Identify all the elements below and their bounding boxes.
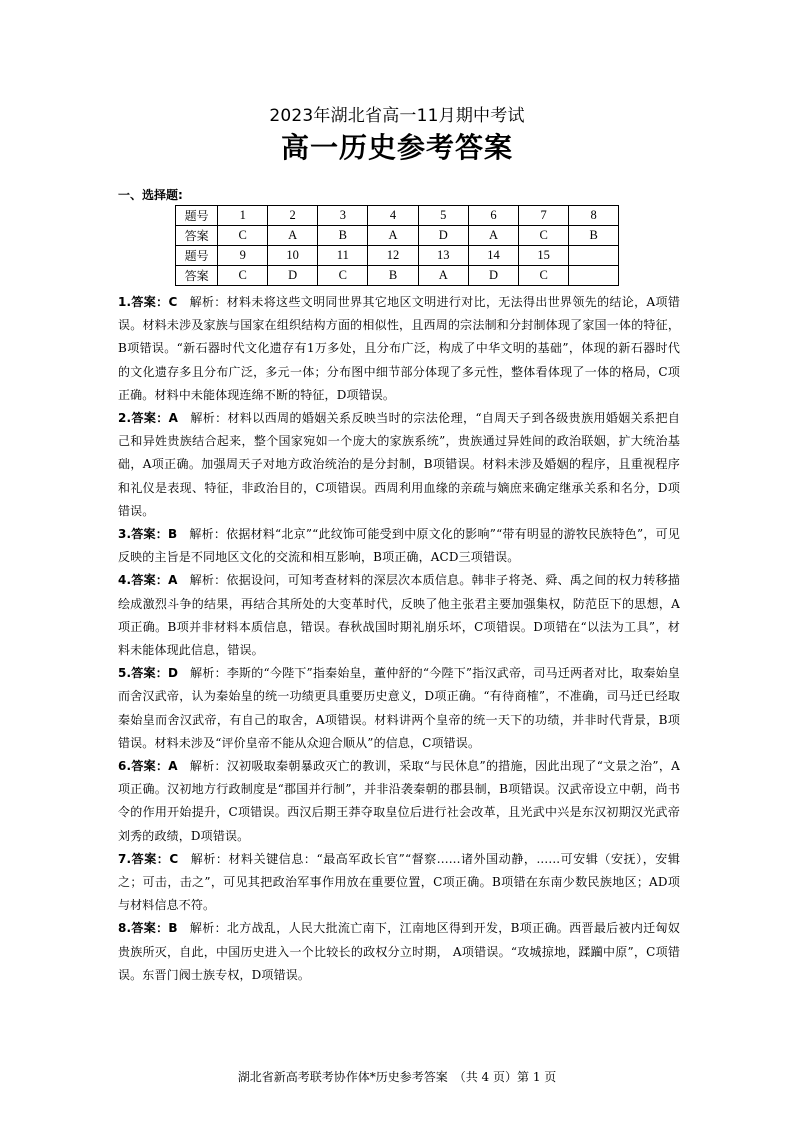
question-answer-label: 4.答案：A bbox=[118, 573, 178, 588]
table-cell: C bbox=[318, 266, 368, 286]
question-explanation: 解析：材料未将这些文明同世界其它地区文明进行对比，无法得出世界领先的结论，A项错误。材料未涉及家族与国家在组织结构方面的相似性，且西周的宗法制和分封制体现了家国一体的特征，B项错误。“新石器时代文化遗存有1万多处，且分布广泛，构成了中华文明的基础”，体现的新石器时代的文化遗存多且分布广泛，多元一体；分布图中细节部分体现了多元性，整体看体现了一体的格局，C项正确。材料中未能体现连绵不断的特征，D项错误。 bbox=[118, 295, 680, 402]
table-row bbox=[176, 266, 619, 286]
table-cell bbox=[569, 266, 619, 286]
table-cell: 14 bbox=[468, 246, 518, 266]
table-cell: 2 bbox=[268, 206, 318, 226]
table-cell: 15 bbox=[519, 246, 569, 266]
table-cell: C bbox=[519, 226, 569, 246]
question-item bbox=[118, 917, 680, 987]
table-cell: 12 bbox=[368, 246, 418, 266]
row-label-answer: 答案 bbox=[176, 226, 218, 246]
table-cell: C bbox=[519, 266, 569, 286]
question-explanation: 解析：材料关键信息：“最高军政长官”“督察......诸外国动静，......可安辑（安抚），安辑之；可击，击之”，可见其把政治军事作用放在重要位置，C项正确。B项错在东南少数民族地区；AD项与材料信息不符。 bbox=[118, 851, 681, 913]
question-answer-label: 6.答案：A bbox=[118, 759, 178, 774]
question-answer-label: 5.答案：D bbox=[118, 666, 179, 681]
question-explanation: 解析：依据材料“北京”“此纹饰可能受到中原文化的影响”“带有明显的游牧民族特色”，可见反映的主旨是不同地区文化的交流和相互影响，B项正确，ACD三项错误。 bbox=[118, 527, 680, 565]
table-cell: 13 bbox=[418, 246, 468, 266]
table-cell: B bbox=[569, 226, 619, 246]
table-cell: 5 bbox=[418, 206, 468, 226]
table-cell: B bbox=[368, 266, 418, 286]
question-explanation: 解析：李斯的“今陛下”指秦始皇，董仲舒的“今陛下”指汉武帝，司马迁两者对比，取秦始皇而舍汉武帝，认为秦始皇的统一功绩更具重要历史意义，D项正确。“有待商榷”，不准确，司马迁已经取秦始皇而舍汉武帝，有自己的取舍，A项错误。材料讲两个皇帝的统一天下的功绩，并非时代背景，B项错误。材料未涉及“评价皇帝不能从众迎合顺从”的信息，C项错误。 bbox=[118, 666, 681, 750]
table-cell: A bbox=[268, 226, 318, 246]
section-heading: 一、选择题: bbox=[118, 188, 183, 202]
table-cell: 1 bbox=[218, 206, 268, 226]
table-cell: 3 bbox=[318, 206, 368, 226]
question-answer-label: 3.答案：B bbox=[118, 527, 178, 542]
table-cell: 10 bbox=[268, 246, 318, 266]
row-label-question-number: 题号 bbox=[176, 206, 218, 226]
question-explanation: 解析：北方战乱，人民大批流亡南下，江南地区得到开发，B项正确。西晋最后被内迁匈奴贵族所灭，自此，中国历史进入一个比较长的政权分立时期， A项错误。“攻城掠地，蹂躏中原”，C项错误。东晋门阀士族专权，D项错误。 bbox=[118, 921, 680, 982]
question-item bbox=[118, 569, 680, 662]
question-item bbox=[118, 662, 680, 755]
table-row bbox=[176, 206, 619, 226]
question-item bbox=[118, 755, 680, 848]
question-item bbox=[118, 523, 680, 569]
table-cell: 9 bbox=[218, 246, 268, 266]
question-answer-label: 8.答案：B bbox=[118, 921, 178, 936]
table-row bbox=[176, 246, 619, 266]
table-cell: 6 bbox=[468, 206, 518, 226]
document-title: 高一历史参考答案 bbox=[280, 131, 513, 164]
table-cell: C bbox=[218, 266, 268, 286]
page-footer: 湖北省新高考联考协作体*历史参考答案 （共 4 页）第 1 页 bbox=[237, 1070, 557, 1084]
answer-table bbox=[175, 205, 619, 286]
table-cell: 11 bbox=[318, 246, 368, 266]
question-answer-label: 7.答案：C bbox=[118, 851, 179, 866]
exam-title: 2023年湖北省高一11月期中考试 bbox=[269, 106, 525, 126]
question-answer-label: 1.答案：C bbox=[118, 295, 178, 309]
question-explanations bbox=[118, 291, 680, 987]
row-label-question-number: 题号 bbox=[176, 246, 218, 266]
table-row bbox=[176, 226, 619, 246]
question-item bbox=[118, 848, 680, 918]
table-cell: D bbox=[418, 226, 468, 246]
table-cell bbox=[569, 246, 619, 266]
table-cell: A bbox=[368, 226, 418, 246]
table-cell: D bbox=[268, 266, 318, 286]
question-item bbox=[118, 291, 680, 407]
question-explanation: 解析：汉初吸取秦朝暴政灭亡的教训，采取“与民休息”的措施，因此出现了“文景之治”，A项正确。汉初地方行政制度是“郡国并行制”，并非沿袭秦朝的郡县制，B项错误。汉武帝设立中朝，尚书令的作用开始提升，C项错误。西汉后期王莽夺取皇位后进行社会改革，且光武中兴是东汉初期汉光武帝刘秀的政绩，D项错误。 bbox=[118, 759, 680, 843]
question-answer-label: 2.答案：A bbox=[118, 411, 179, 426]
table-cell: 4 bbox=[368, 206, 418, 226]
question-explanation: 解析：材料以西周的婚姻关系反映当时的宗法伦理，“自周天子到各级贵族用婚姻关系把自己和异姓贵族结合起来，整个国家宛如一个庞大的家族系统”，贵族通过异姓间的政治联姻，扩大统治基础，A项正确。加强周天子对地方政治统治的是分封制，B项错误。材料未涉及婚姻的程序，且重视程序和礼仪是表现、特征，非政治目的，C项错误。西周利用血缘的亲疏与嫡庶来确定继承关系和名分，D项错误。 bbox=[118, 411, 680, 518]
table-cell: 7 bbox=[519, 206, 569, 226]
table-cell: C bbox=[218, 226, 268, 246]
table-cell: 8 bbox=[569, 206, 619, 226]
table-cell: A bbox=[418, 266, 468, 286]
table-cell: A bbox=[468, 226, 518, 246]
table-cell: D bbox=[468, 266, 518, 286]
table-cell: B bbox=[318, 226, 368, 246]
question-item bbox=[118, 407, 680, 523]
row-label-answer: 答案 bbox=[176, 266, 218, 286]
question-explanation: 解析：依据设问，可知考查材料的深层次本质信息。韩非子将尧、舜、禹之间的权力转移描绘成激烈斗争的结果，再结合其所处的大变革时代，反映了他主张君主要加强集权，防范臣下的思想，A项正确。B项并非材料本质信息，错误。春秋战国时期礼崩乐坏，C项错误。D项错在“以法为工具”，材料未能体现此信息，错误。 bbox=[118, 573, 680, 658]
